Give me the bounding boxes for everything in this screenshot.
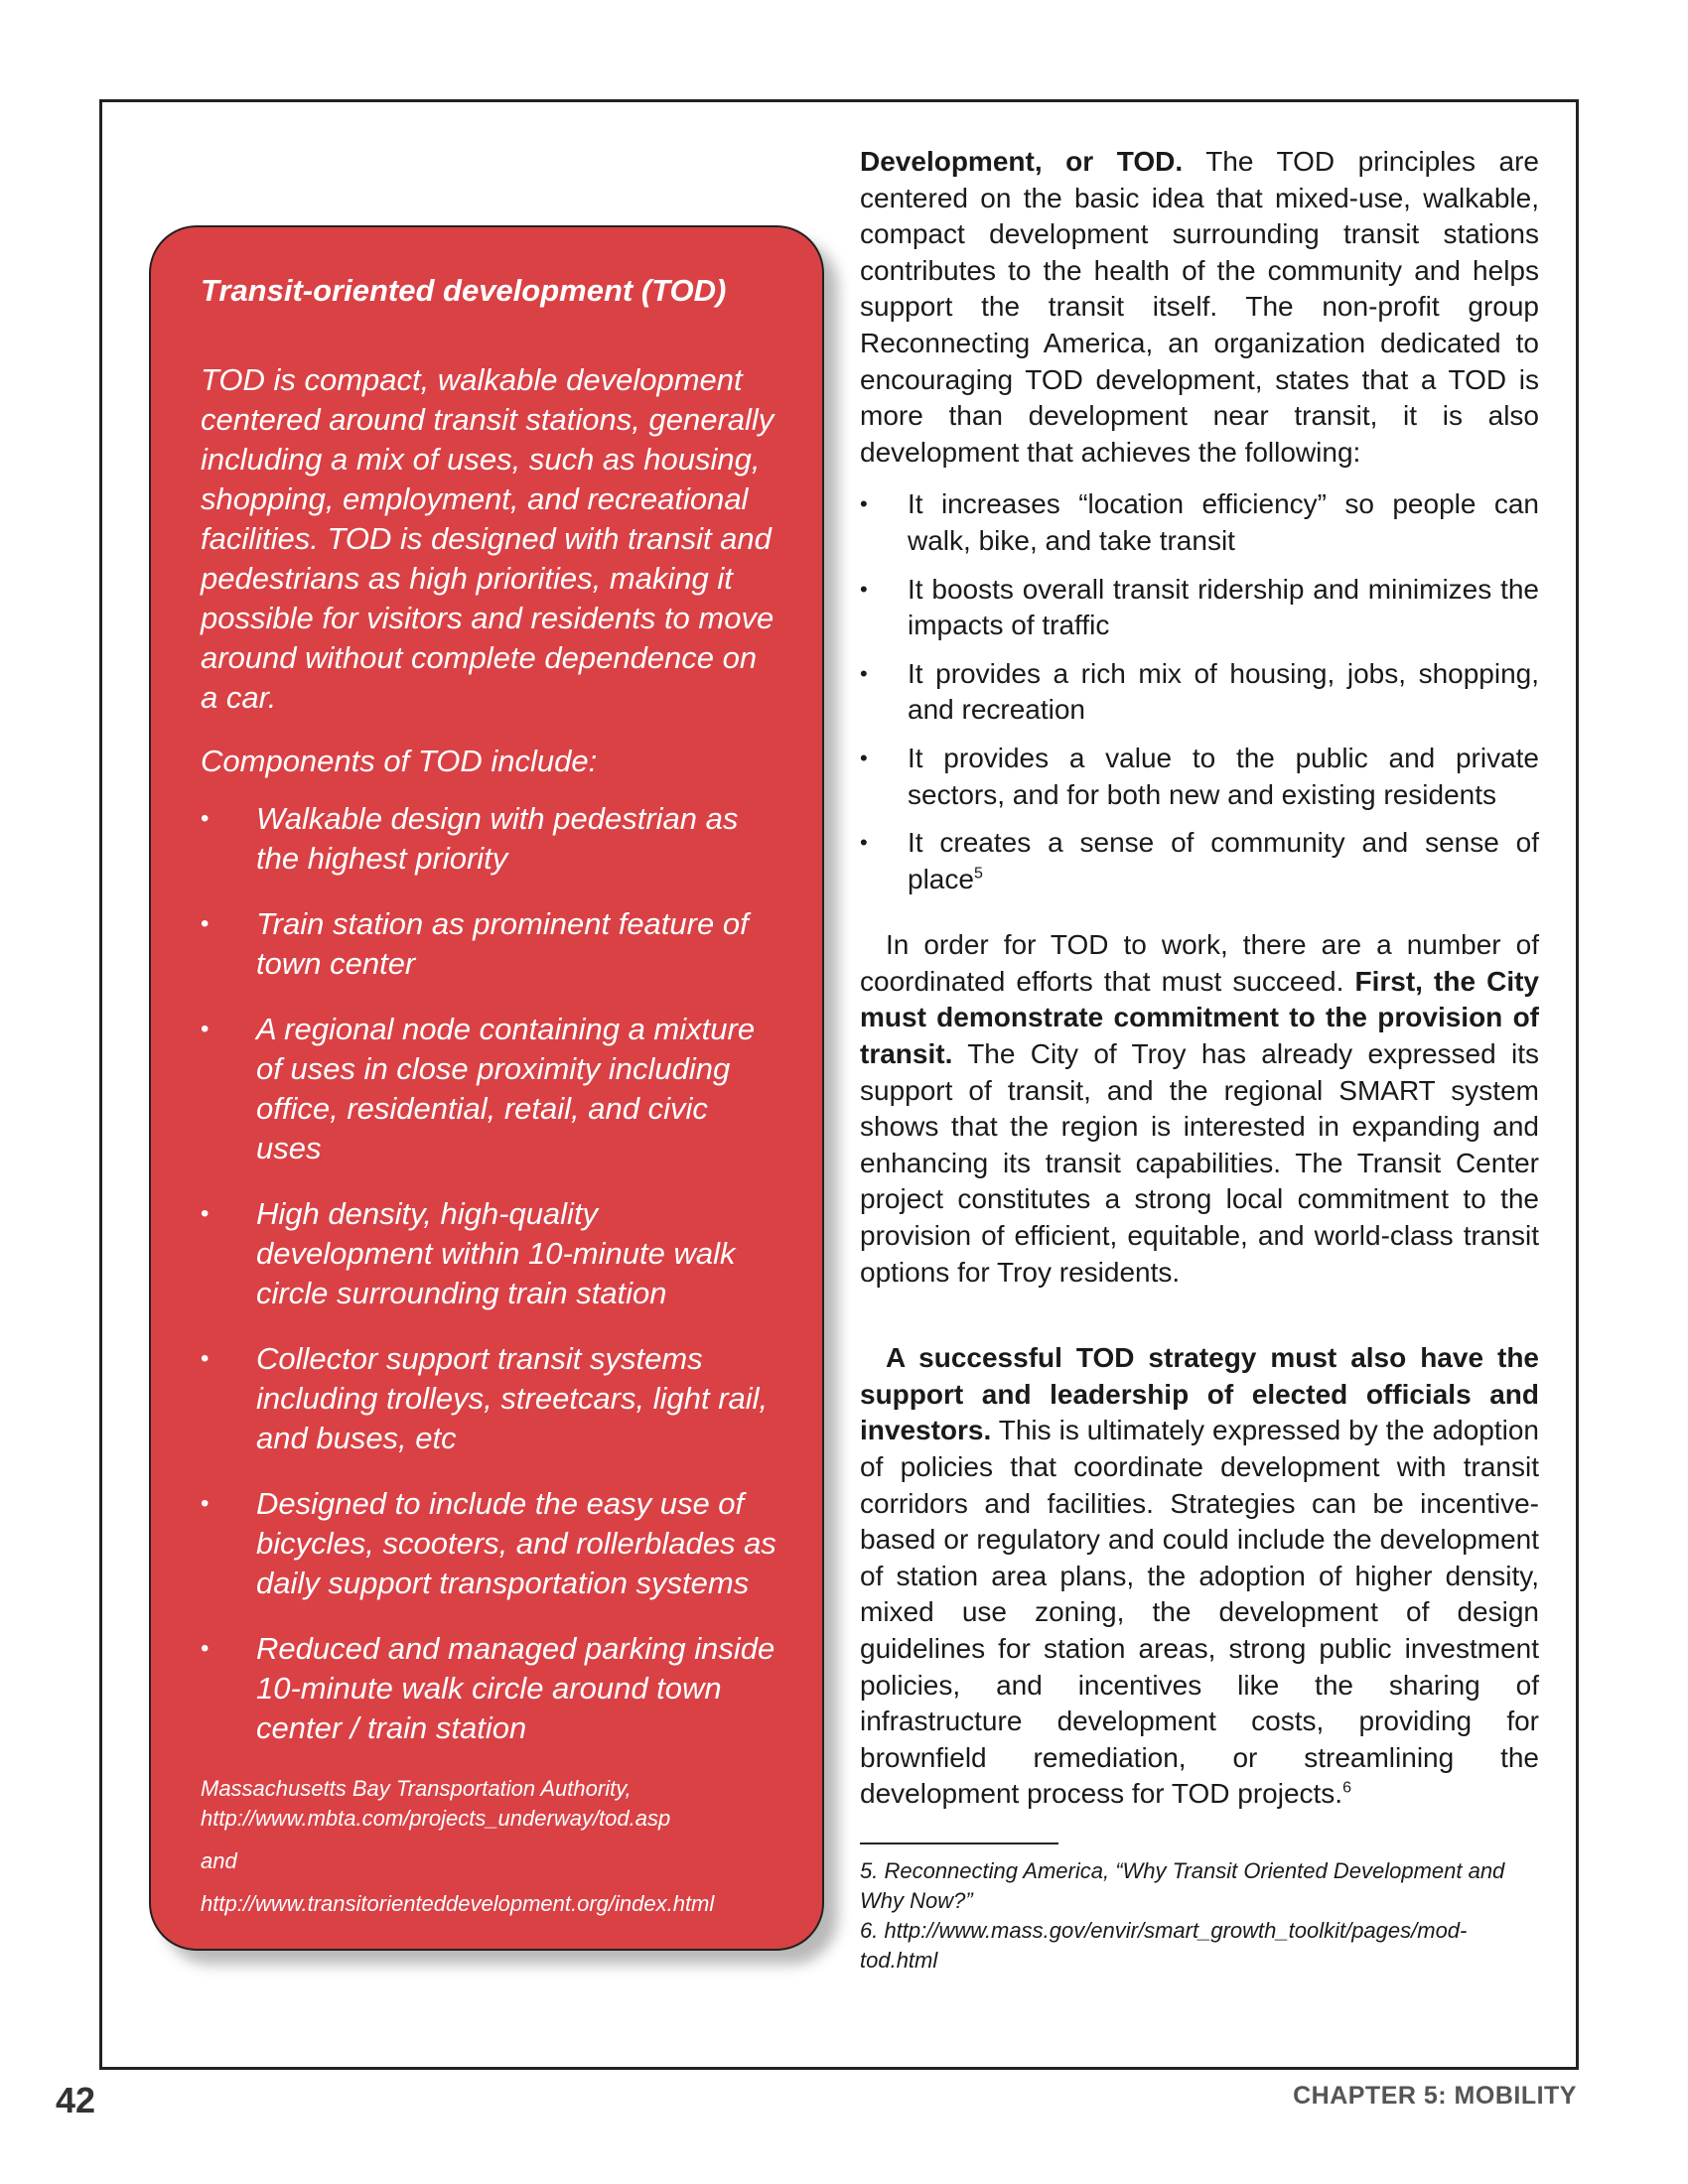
chapter-label: CHAPTER 5: MOBILITY (1293, 2082, 1577, 2110)
bullet-icon: • (201, 910, 210, 938)
components-heading: Components of TOD include: (201, 744, 598, 779)
bullet-icon: • (201, 1016, 210, 1043)
list-item-text: Reduced and managed parking inside 10-minute walk circle around town center / train station (256, 1631, 775, 1746)
bullet-icon: • (860, 745, 868, 770)
list-item (201, 1194, 778, 1313)
footnote-ref[interactable]: 5 (973, 865, 983, 883)
bullet-icon: • (201, 805, 210, 833)
bullet-icon: • (201, 1490, 210, 1518)
list-item-text: It boosts overall transit ridership and minimizes the impacts of traffic (908, 573, 1539, 641)
sidebar-body: TOD is compact, walkable development centered around transit stations, generally including a mix of uses, such as housing, shopping, employment, and recreational facilities. TOD is designed with transit and pedestrians as high priorities, making it possible for visitors and residents to move around without complete dependence on a car. (201, 362, 774, 716)
list-item (860, 741, 1539, 813)
paragraph-transit-commitment (860, 927, 1539, 1291)
list-item (201, 1629, 778, 1748)
intro-bold: Development, or TOD. (860, 146, 1184, 177)
bullet-icon: • (201, 1200, 210, 1228)
para2-bold: First, the City must demonstrate commitment to the provision of transit. (860, 965, 1539, 1070)
bullet-icon: • (201, 1635, 210, 1663)
paragraph-leadership (860, 1340, 1539, 1813)
list-item (201, 904, 778, 984)
para2-rest: The City of Troy has already expressed its support of transit, and the regional SMART system shows that the region is interested in expanding and enhancing its transit capabilities. The Transit Center project constitutes a strong local commitment to the provision of efficient, equitable, and world-class transit options for Troy residents. (860, 1038, 1539, 1288)
list-item (860, 656, 1539, 729)
bullet-icon: • (860, 660, 868, 686)
list-item (201, 1010, 778, 1168)
list-item-text: It creates a sense of community and sense of place (908, 827, 1539, 894)
intro-paragraph (860, 144, 1539, 471)
list-item-text: High density, high-quality development within 10-minute walk circle surrounding train station (256, 1196, 736, 1311)
list-item (860, 825, 1539, 897)
footnotes (860, 1856, 1539, 1976)
footnote-divider (860, 1843, 1058, 1844)
bullet-icon: • (201, 1345, 210, 1373)
bullet-icon: • (860, 830, 868, 856)
list-item (201, 799, 778, 879)
sidebar-title: Transit-oriented development (TOD) (201, 273, 727, 308)
main-column (860, 144, 1539, 1976)
list-item-text: It provides a value to the public and private sectors, and for both new and existing residents (908, 742, 1539, 810)
para2-start: In order for TOD to work, there are a number of coordinated efforts that must succeed. (860, 929, 1539, 997)
tod-sidebar (149, 225, 824, 1951)
page-number: 42 (56, 2080, 96, 2120)
source-conjunction: and (201, 1848, 237, 1874)
sidebar-sources (201, 1774, 778, 1919)
list-item-text: Walkable design with pedestrian as the highest priority (256, 801, 739, 877)
list-item-text: It provides a rich mix of housing, jobs, shopping, and recreation (908, 657, 1539, 726)
bullet-icon: • (860, 576, 868, 602)
source-tod-link[interactable]: http://www.transitorienteddevelopment.org/index.html (201, 1891, 715, 1917)
list-item-text: A regional node containing a mixture of uses in close proximity including office, residential, retail, and civic uses (256, 1012, 756, 1166)
footnote-6[interactable]: 6. http://www.mass.gov/envir/smart_growth_toolkit/pages/mod-tod.html (860, 1917, 1468, 1973)
list-item-text: Train station as prominent feature of town center (256, 906, 749, 982)
para3-rest: This is ultimately expressed by the adoption of policies that coordinate development with transit corridors and facilities. Strategies can be incentive-based or regulatory and could include the development of station area plans, the adoption of higher density, mixed use zoning, the development of design guidelines for station areas, strong public investment policies, and incentives like the sharing of infrastructure development costs, providing for brownfield remediation, or streamlining the development process for TOD projects. (860, 1415, 1539, 1810)
list-item-text: It increases “location efficiency” so people can walk, bike, and take transit (908, 488, 1539, 556)
tod-benefits-list (860, 486, 1539, 897)
intro-text: The TOD principles are centered on the basic idea that mixed-use, walkable, compact development surrounding transit stations contributes to the health of the community and helps support the transit itself. The non-profit group Reconnecting America, an organization dedicated to encouraging TOD development, states that a TOD is more than development near transit, it is also development that achieves the following: (860, 146, 1539, 468)
source-mbta-link[interactable]: Massachusetts Bay Transportation Authority, http://www.mbta.com/projects_underway/tod.asp (201, 1776, 671, 1832)
list-item (860, 486, 1539, 559)
para3-bold: A successful TOD strategy must also have the support and leadership of elected officials and investors. (860, 1342, 1539, 1446)
list-item-text: Designed to include the easy use of bicycles, scooters, and rollerblades as daily support transportation systems (256, 1486, 776, 1601)
footnote-5: 5. Reconnecting America, “Why Transit Oriented Development and Why Now?” (860, 1857, 1505, 1913)
list-item (201, 1484, 778, 1603)
footnote-ref[interactable]: 6 (1342, 1780, 1351, 1798)
components-list (201, 799, 778, 1748)
list-item (201, 1339, 778, 1458)
list-item-text: Collector support transit systems including trolleys, streetcars, light rail, and buses, etc (256, 1341, 769, 1456)
bullet-icon: • (860, 491, 868, 517)
list-item (860, 572, 1539, 644)
